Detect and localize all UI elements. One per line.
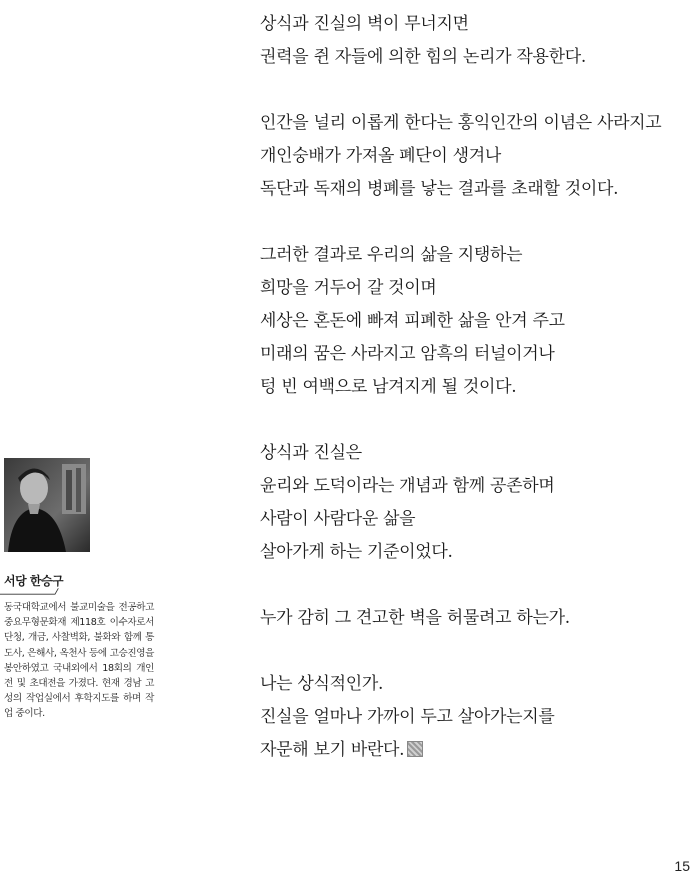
stanza — [260, 602, 690, 635]
poem-line: 나는 상식적인가. — [260, 674, 384, 694]
poem-line: 누가 감히 그 견고한 벽을 허물려고 하는가. — [260, 608, 570, 628]
poem-line: 윤리와 도덕이라는 개념과 함께 공존하며 — [260, 476, 555, 496]
poem-line: 상식과 진실의 벽이 무너지면 — [260, 14, 469, 34]
poem-line: 사람이 사람다운 삶을 — [260, 509, 416, 529]
stanza — [260, 437, 690, 569]
poem-line: 그러한 결과로 우리의 삶을 지탱하는 — [260, 245, 523, 265]
page-number: 15 — [674, 858, 690, 874]
poem-body — [260, 8, 690, 800]
end-mark-icon — [407, 741, 423, 757]
poem-line: 진실을 얼마나 가까이 두고 살아가는지를 — [260, 707, 555, 727]
author-photo — [4, 458, 90, 552]
poem-line: 권력을 쥔 자들에 의한 힘의 논리가 작용한다. — [260, 47, 586, 67]
poem-line: 살아가게 하는 기준이었다. — [260, 542, 453, 562]
poem-line: 독단과 독재의 병폐를 낳는 결과를 초래할 것이다. — [260, 179, 619, 199]
name-underline — [0, 584, 60, 596]
poem-line — [260, 734, 690, 767]
author-name: 서당 한승구 — [4, 574, 64, 588]
poem-line: 희망을 거두어 갈 것이며 — [260, 278, 437, 298]
stanza — [260, 107, 690, 206]
poem-line: 인간을 널리 이롭게 한다는 홍익인간의 이념은 사라지고 — [260, 113, 662, 133]
stanza — [260, 8, 690, 74]
author-bio: 동국대학교에서 불교미술을 전공하고 중요무형문화재 제118호 이수자로서 단청, 개금, 사찰벽화, 불화와 함께 통도사, 은해사, 옥천사 등에 고승진영을 봉안하였고 국내외에서 18회의 개인전 및 초대전을 가졌다. 현재 경남 고성의 작업실에서 후학지도를 하며 작업 중이다. — [4, 602, 154, 720]
poem-line: 상식과 진실은 — [260, 443, 362, 463]
stanza — [260, 668, 690, 767]
poem-line: 미래의 꿈은 사라지고 암흑의 터널이거나 — [260, 344, 555, 364]
poem-line: 세상은 혼돈에 빠져 피폐한 삶을 안겨 주고 — [260, 311, 565, 331]
poem-line: 개인숭배가 가져올 폐단이 생겨나 — [260, 146, 502, 166]
poem-line: 텅 빈 여백으로 남겨지게 될 것이다. — [260, 377, 517, 397]
stanza — [260, 239, 690, 404]
poem-line-text: 자문해 보기 바란다. — [260, 740, 405, 760]
